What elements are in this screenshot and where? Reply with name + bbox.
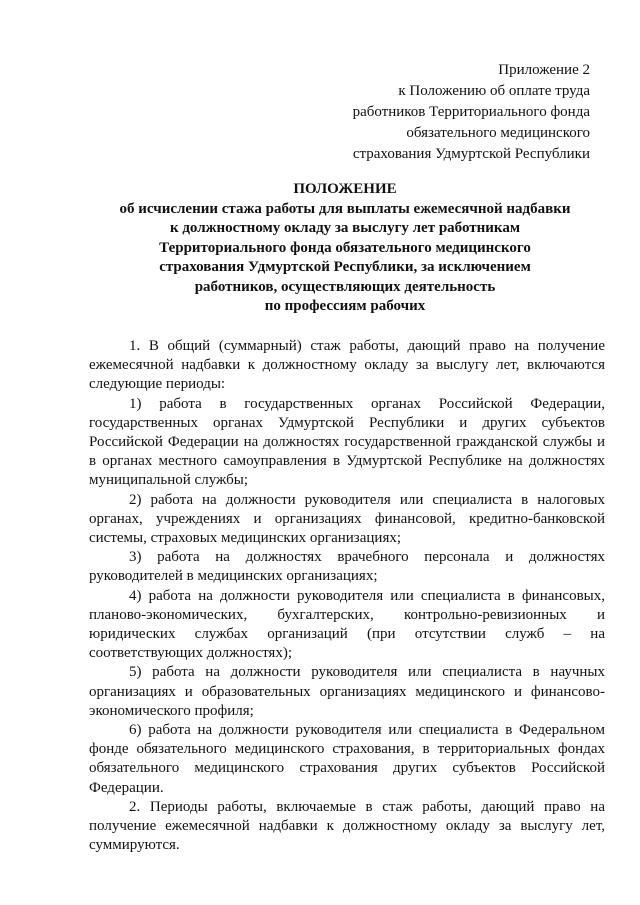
title-line-5: работников, осуществляющих деятельность [194,278,496,295]
title-line-6: по профессиям рабочих [264,298,426,314]
title-line-3: Территориального фонда обязательного медицинского [159,239,531,256]
appendix-line-insurance: страхования Удмуртской Республики [352,146,590,162]
appendix-line-workers: работников Территориального фонда [352,104,590,120]
title-heading: ПОЛОЖЕНИЕ [293,181,397,197]
document-title [85,180,605,317]
paragraph-item-1: 1) работа в государственных органах Российской Федерации, государственных органах Удмуртской Республики и других субъектов Российской Федерации на должностях государственной гражданской службы и в органах местного самоуправления в Удмуртской Республике на должностях муниципальной службы; [89,395,605,489]
appendix-header [330,60,590,165]
appendix-line-number: Приложение 2 [498,62,590,78]
appendix-line-mandatory: обязательного медицинского [406,125,590,141]
title-line-1: об исчислении стажа работы для выплаты ежемесячной надбавки [119,200,571,217]
appendix-line-regulation: к Положению об оплате труда [398,83,590,99]
title-line-4: страхования Удмуртской Республики, за исключением [159,259,531,275]
paragraph-item-4: 4) работа на должности руководителя или специалиста в финансовых, планово-экономических, бухгалтерских, контрольно-ревизионных и юридических службах организаций (при отсутствии служб – на соответствующих должностях); [89,587,605,662]
paragraph-2-summation: 2. Периоды работы, включаемые в стаж работы, дающий право на получение ежемесячной надбавки к должностному окладу за выслугу лет, суммируются. [89,798,605,854]
document-body [89,337,605,855]
paragraph-1-intro: 1. В общий (суммарный) стаж работы, дающий право на получение ежемесячной надбавки к должностному окладу за выслугу лет, включаются следующие периоды: [89,338,605,393]
paragraph-item-5: 5) работа на должности руководителя или специалиста в научных организациях и образовательных организациях медицинского и финансово-экономического профиля; [89,664,605,719]
paragraph-item-2: 2) работа на должности руководителя или специалиста в налоговых органах, учреждениях и организациях финансовой, кредитно-банковской системы, страховых медицинских организациях; [89,491,605,547]
paragraph-item-6: 6) работа на должности руководителя или специалиста в Федеральном фонде обязательного медицинского страхования, в территориальных фондах обязательного медицинского страхования других субъектов Российской Федерации. [89,722,605,796]
paragraph-item-3: 3) работа на должностях врачебного персонала и должностях руководителей в медицинских организациях; [89,549,605,585]
title-line-2: к должностному окладу за выслугу лет работникам [169,220,521,236]
